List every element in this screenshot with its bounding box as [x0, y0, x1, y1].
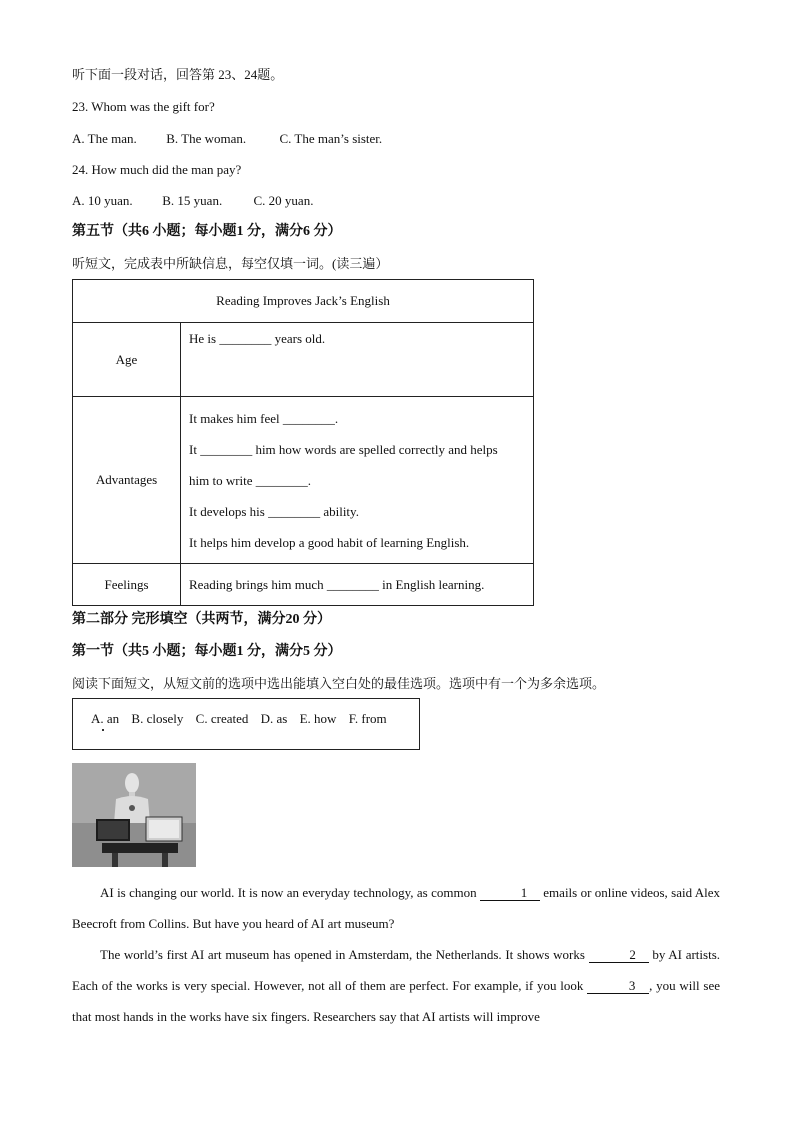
section5-heading: 第五节（共6 小题；每小题1 分，满分6 分）	[72, 224, 342, 239]
passage-text: The world’s first AI art museum has opened in Amsterdam, the Netherlands. It shows works	[100, 947, 589, 962]
dot-mark	[102, 729, 104, 731]
passage-text: AI is changing our world. It is now an everyday technology, as common	[100, 885, 480, 900]
row-label: Feelings	[73, 564, 181, 606]
word-option: C. created	[195, 711, 249, 726]
word-option: F. from	[348, 711, 387, 726]
info-table	[72, 279, 534, 606]
robot-illustration	[72, 763, 196, 867]
part2-section1-heading: 第一节（共5 小题；每小题1 分，满分5 分）	[72, 644, 342, 659]
blank-2[interactable]: 2	[589, 948, 649, 963]
option-a: A. The man.	[72, 131, 137, 146]
option-a: A. 10 yuan.	[72, 193, 133, 208]
cell-line: It makes him feel ________.	[189, 410, 339, 426]
passage-paragraph-2	[72, 939, 720, 1032]
option-c: C. 20 yuan.	[253, 193, 314, 208]
word-options-box	[72, 698, 420, 750]
passage-text: emails or online videos, said Alex Beecroft from Collins. But have you heard of AI art museum?	[72, 885, 720, 931]
table-row	[73, 397, 534, 564]
cell-line: He is ________ years old.	[189, 331, 326, 346]
option-c: C. The man’s sister.	[279, 131, 383, 146]
cell-line: Reading brings him much ________ in English learning.	[189, 577, 485, 592]
row-label: Age	[73, 323, 181, 397]
blank-1[interactable]: 1	[480, 886, 540, 901]
listening-intro: 听下面一段对话，回答第 23、24题。	[72, 67, 284, 82]
cell-line: It ________ him how words are spelled correctly and helps	[189, 441, 498, 457]
question-23-options	[72, 130, 382, 148]
word-option: B. closely	[131, 711, 184, 726]
part2-heading: 第二部分 完形填空（共两节，满分20 分）	[72, 612, 331, 627]
blank-3[interactable]: 3	[587, 979, 649, 994]
cell-line: It develops his ________ ability.	[189, 503, 359, 519]
question-23: 23. Whom was the gift for?	[72, 99, 215, 114]
word-option: A. an	[91, 711, 120, 726]
robot-photo	[72, 763, 196, 867]
option-b: B. The woman.	[166, 131, 247, 146]
passage-text: by AI artists. Each of the works is very special. However, not all of them are perfect. For example, if you look	[72, 947, 721, 993]
part2-instruction: 阅读下面短文，从短文前的选项中选出能填入空白处的最佳选项。选项中有一个为多余选项。	[72, 676, 606, 691]
cell-line: him to write ________.	[189, 472, 312, 488]
option-b: B. 15 yuan.	[162, 193, 223, 208]
table-row	[73, 323, 534, 397]
cell-line: It helps him develop a good habit of learning English.	[189, 534, 470, 550]
passage-paragraph-1	[72, 877, 720, 939]
table-row	[73, 564, 534, 606]
section5-instruction: 听短文，完成表中所缺信息，每空仅填一词。(读三遍）	[72, 256, 389, 271]
row-label: Advantages	[73, 397, 181, 564]
question-24: 24. How much did the man pay?	[72, 162, 242, 177]
word-option: E. how	[299, 711, 337, 726]
passage-text: , you will see that most hands in the works have six fingers. Researchers say that AI artists will improve	[72, 978, 720, 1024]
question-24-options	[72, 192, 313, 210]
table-title: Reading Improves Jack’s English	[73, 280, 534, 323]
word-option: D. as	[260, 711, 288, 726]
